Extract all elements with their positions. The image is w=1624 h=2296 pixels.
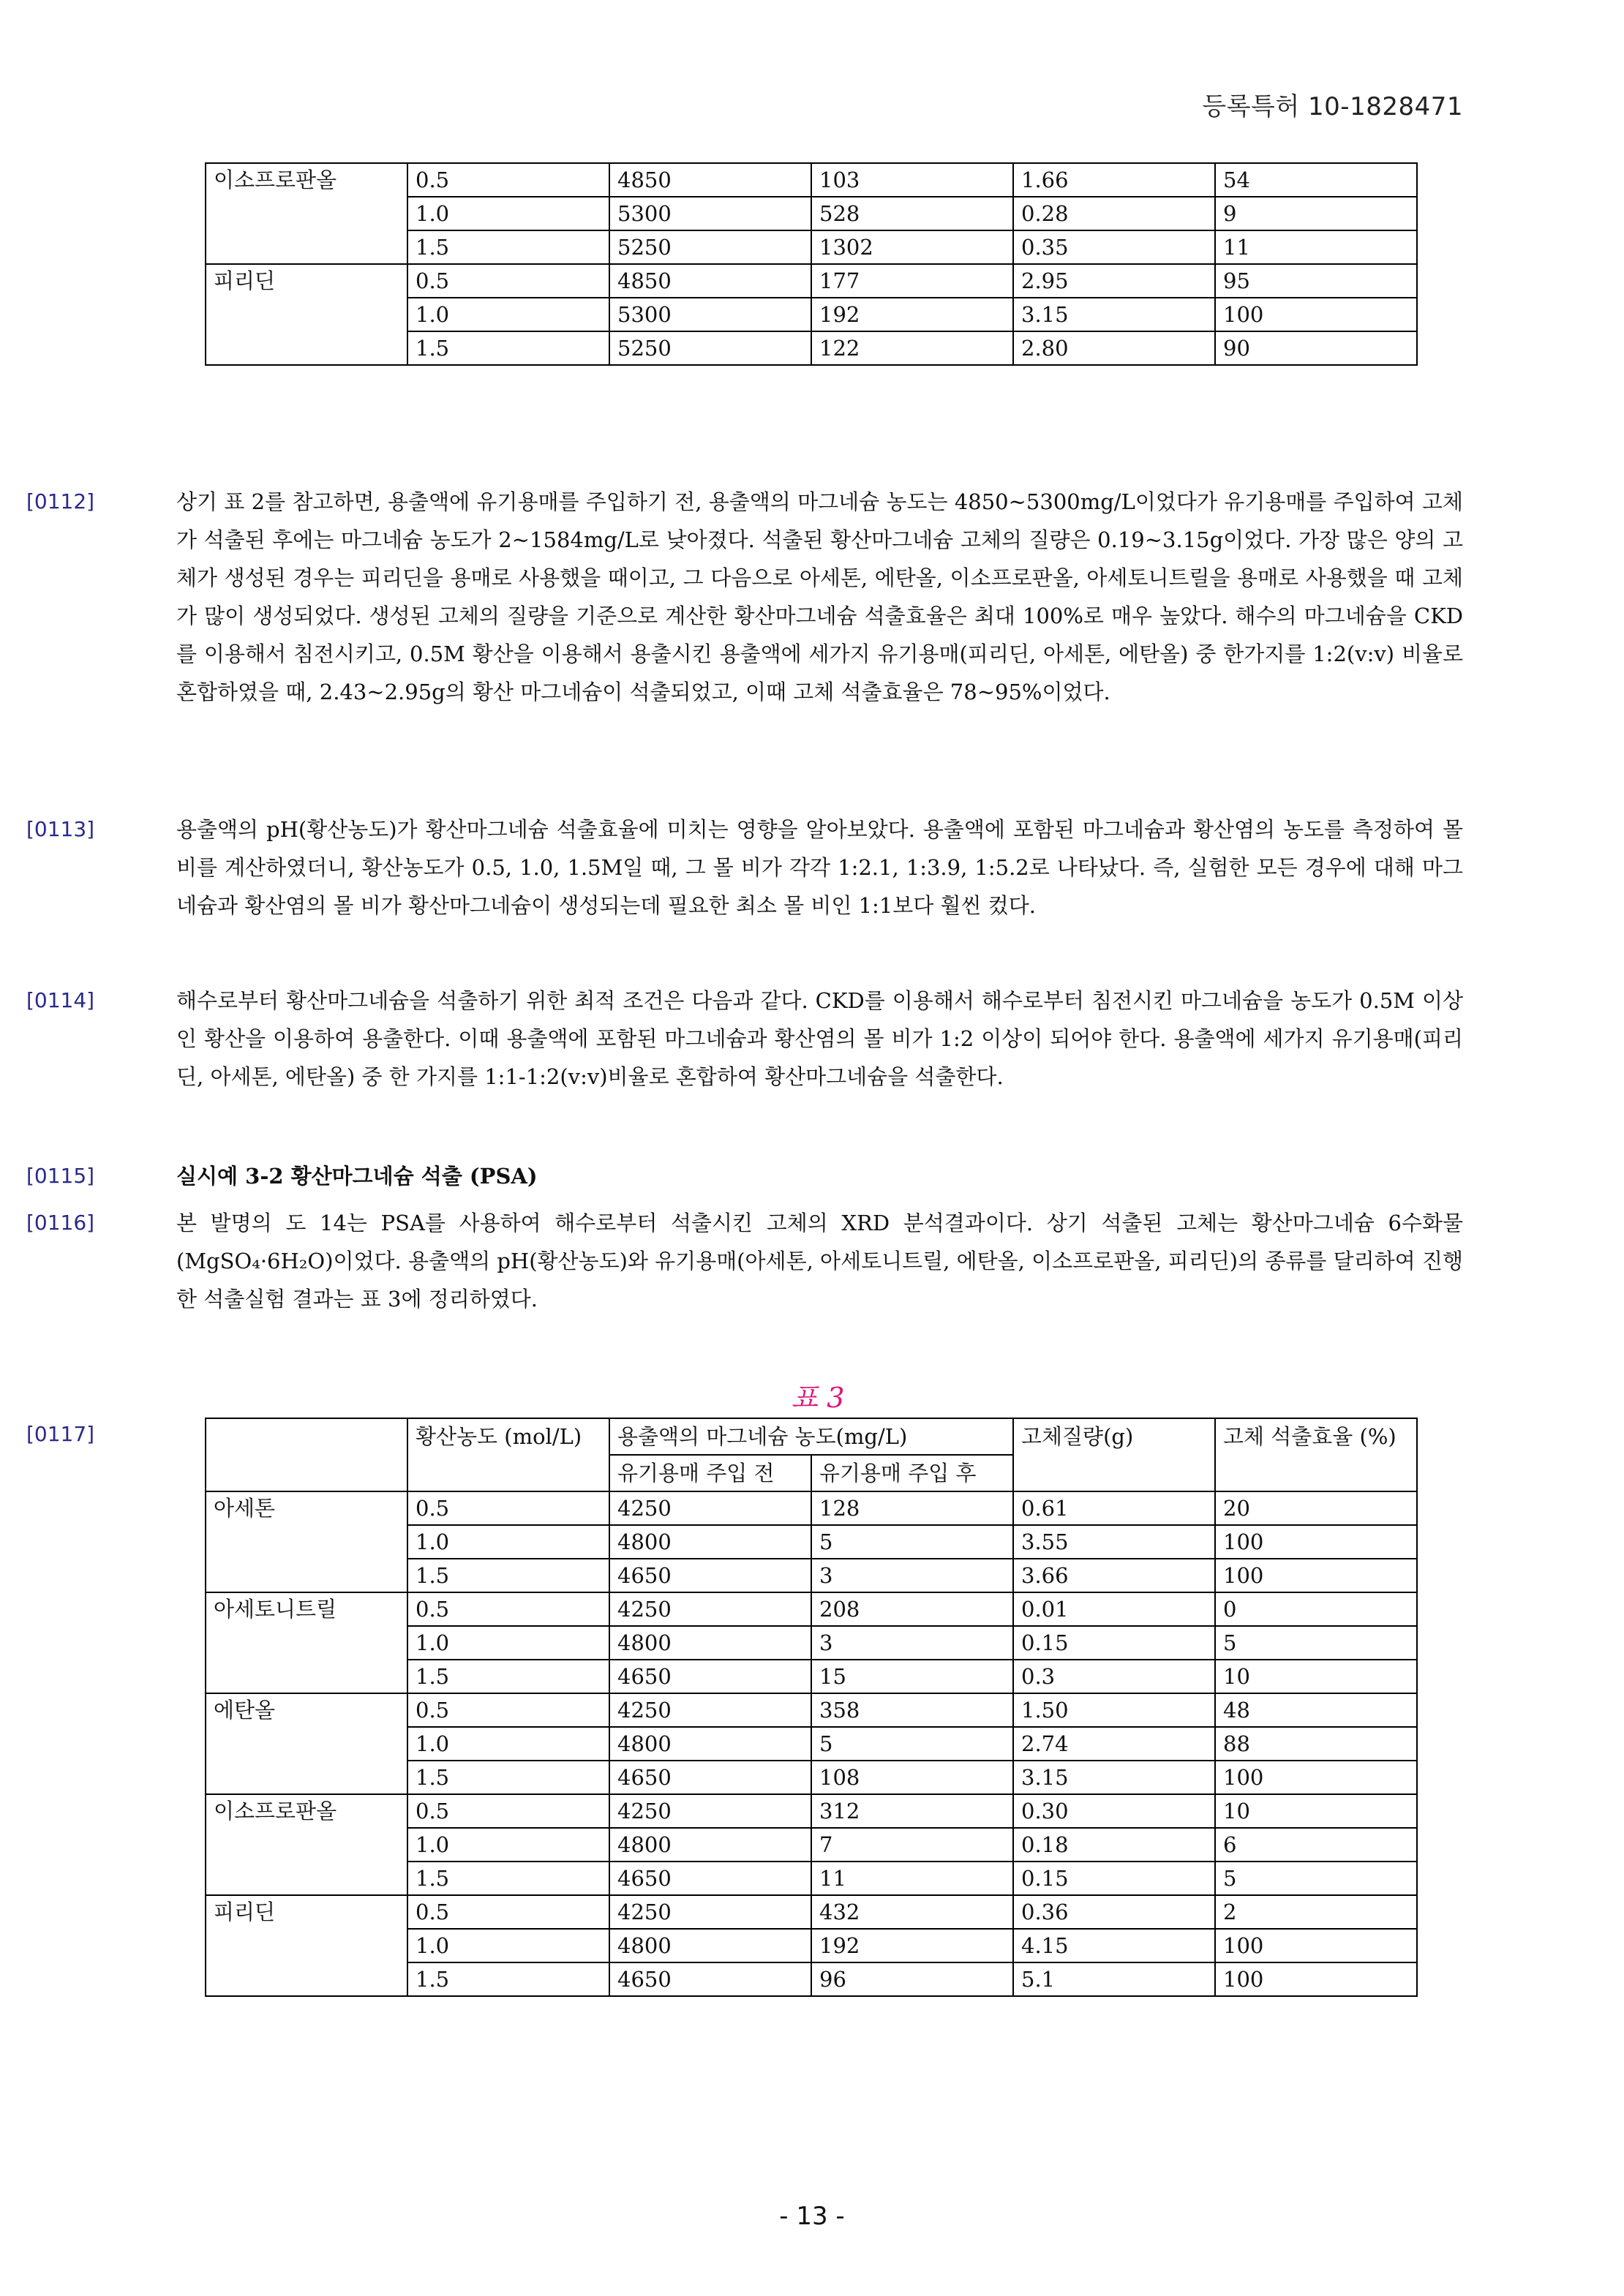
paragraph-text: 본 발명의 도 14는 PSA를 사용하여 해수로부터 석출시킨 고체의 XRD 분석결과이다. 상기 석출된 고체는 황산마그네슘 6수화물(MgSO₄·6H₂O)이었다. 용출액의 pH(황산농도)와 유기용매(아세톤, 아세토니트릴, 에탄올, 이소프로판올, 피리딘)의 종류를 달리하여 진행한 석출실험 결과는 표 3에 정리하였다. <box>176 1211 1463 1311</box>
table-cell: 1.5 <box>407 1962 609 1996</box>
table-cell: 100 <box>1215 1525 1417 1559</box>
table-cell: 15 <box>811 1660 1013 1693</box>
table-cell: 4250 <box>609 1491 811 1525</box>
table-cell: 103 <box>811 163 1013 197</box>
table-cell: 6 <box>1215 1828 1417 1862</box>
table-cell: 0.15 <box>1013 1862 1215 1895</box>
table-cell: 3 <box>811 1559 1013 1592</box>
table-cell: 192 <box>811 298 1013 331</box>
table-cell: 4850 <box>609 163 811 197</box>
table-cell: 0.30 <box>1013 1794 1215 1828</box>
paragraph-number: [0115] <box>26 1164 95 1188</box>
table-cell: 1.66 <box>1013 163 1215 197</box>
header-mg-concentration: 용출액의 마그네슘 농도(mg/L) <box>609 1418 1013 1455</box>
table-cell: 3 <box>811 1626 1013 1660</box>
paragraph-0115 <box>26 1157 1463 1195</box>
table-cell: 100 <box>1215 1929 1417 1962</box>
table-cell: 100 <box>1215 1962 1417 1996</box>
table-cell: 1.5 <box>407 331 609 365</box>
table-cell: 0.36 <box>1013 1895 1215 1929</box>
table-cell: 0.5 <box>407 1491 609 1525</box>
table-cell: 0.01 <box>1013 1592 1215 1626</box>
table-cell: 528 <box>811 197 1013 230</box>
table-cell: 2.74 <box>1013 1727 1215 1761</box>
paragraph-0114 <box>26 982 1463 1096</box>
table-cell: 1.0 <box>407 298 609 331</box>
header-blank <box>206 1418 407 1491</box>
table-cell: 100 <box>1215 1559 1417 1592</box>
table-cell: 4250 <box>609 1693 811 1727</box>
patent-number: 등록특허 10-1828471 <box>1202 92 1463 121</box>
table-cell: 108 <box>811 1761 1013 1794</box>
table-cell: 5.1 <box>1013 1962 1215 1996</box>
table-cell: 0 <box>1215 1592 1417 1626</box>
table-cell: 1.50 <box>1013 1693 1215 1727</box>
table-row <box>206 163 1417 197</box>
table-row <box>206 1895 1417 1929</box>
table-cell: 0.5 <box>407 264 609 298</box>
table-cell: 5 <box>1215 1862 1417 1895</box>
paragraph-text: 용출액의 pH(황산농도)가 황산마그네슘 석출효율에 미치는 영향을 알아보았다. 용출액에 포함된 마그네슘과 황산염의 농도를 측정하여 몰 비를 계산하였더니, 황산농도가 0.5, 1.0, 1.5M일 때, 그 몰 비가 각각 1:2.1, 1:3.9, 1:5.2로 나타났다. 즉, 실험한 모든 경우에 대해 마그네슘과 황산염의 몰 비가 황산마그네슘이 생성되는데 필요한 최소 몰 비인 1:1보다 훨씬 컸다. <box>176 817 1463 918</box>
table-row <box>206 1491 1417 1525</box>
table-cell: 1.5 <box>407 1761 609 1794</box>
table-cell: 2 <box>1215 1895 1417 1929</box>
table-cell: 3.55 <box>1013 1525 1215 1559</box>
table-3-title: 표 3 <box>791 1382 845 1414</box>
table-cell: 1.0 <box>407 1525 609 1559</box>
table-cell: 5250 <box>609 230 811 264</box>
table-3 <box>205 1418 1418 1997</box>
header-acid-concentration: 황산농도 (mol/L) <box>407 1418 609 1491</box>
table-cell: 4250 <box>609 1592 811 1626</box>
paragraph-0112 <box>26 483 1463 711</box>
table-cell: 20 <box>1215 1491 1417 1525</box>
solvent-name: 아세톤 <box>206 1491 407 1592</box>
header-before-injection: 유기용매 주입 전 <box>609 1455 811 1491</box>
table-cell: 1.0 <box>407 1929 609 1962</box>
solvent-name: 아세토니트릴 <box>206 1592 407 1693</box>
table-cell: 4800 <box>609 1525 811 1559</box>
table-cell: 4850 <box>609 264 811 298</box>
table-cell: 4650 <box>609 1660 811 1693</box>
page-number: - 13 - <box>779 2202 845 2231</box>
table-cell: 48 <box>1215 1693 1417 1727</box>
table-cell: 90 <box>1215 331 1417 365</box>
table-cell: 128 <box>811 1491 1013 1525</box>
table-cell: 4800 <box>609 1929 811 1962</box>
table-cell: 432 <box>811 1895 1013 1929</box>
table-cell: 7 <box>811 1828 1013 1862</box>
paragraph-number: [0114] <box>26 988 95 1012</box>
solvent-name: 에탄올 <box>206 1693 407 1794</box>
table-cell: 0.61 <box>1013 1491 1215 1525</box>
table-cell: 5 <box>1215 1626 1417 1660</box>
table-cell: 9 <box>1215 197 1417 230</box>
table-cell: 3.15 <box>1013 1761 1215 1794</box>
table-cell: 3.15 <box>1013 298 1215 331</box>
table-cell: 1.0 <box>407 1828 609 1862</box>
table-row <box>206 1592 1417 1626</box>
table-cell: 177 <box>811 264 1013 298</box>
table-cell: 4250 <box>609 1794 811 1828</box>
table-cell: 192 <box>811 1929 1013 1962</box>
table-cell: 95 <box>1215 264 1417 298</box>
table-cell: 11 <box>1215 230 1417 264</box>
table-cell: 0.18 <box>1013 1828 1215 1862</box>
table-cell: 4250 <box>609 1895 811 1929</box>
table-cell: 2.95 <box>1013 264 1215 298</box>
paragraph-number: [0112] <box>26 489 95 513</box>
table-cell: 11 <box>811 1862 1013 1895</box>
table-cell: 4800 <box>609 1828 811 1862</box>
table-cell: 0.5 <box>407 1693 609 1727</box>
table-cell: 10 <box>1215 1794 1417 1828</box>
paragraph-text: 상기 표 2를 참고하면, 용출액에 유기용매를 주입하기 전, 용출액의 마그네슘 농도는 4850~5300mg/L이었다가 유기용매를 주입하여 고체가 석출된 후에는 마그네슘 농도가 2~1584mg/L로 낮아졌다. 석출된 황산마그네슘 고체의 질량은 0.19~3.15g이었다. 가장 많은 양의 고체가 생성된 경우는 피리딘을 용매로 사용했을 때이고, 그 다음으로 아세톤, 에탄올, 이소프로판올, 아세토니트릴을 용매로 사용했을 때 고체가 많이 생성되었다. 생성된 고체의 질량을 기준으로 계산한 황산마그네슘 석출효율은 최대 100%로 매우 높았다. 해수의 마그네슘을 CKD를 이용해서 침전시키고, 0.5M 황산을 이용해서 용출시킨 용출액에 세가지 유기용매(피리딘, 아세톤, 에탄올) 중 한가지를 1:2(v:v) 비율로 혼합하였을 때, 2.43~2.95g의 황산 마그네슘이 석출되었고, 이때 고체 석출효율은 78~95%이었다. <box>176 489 1463 704</box>
table-cell: 5300 <box>609 197 811 230</box>
table-cell: 0.3 <box>1013 1660 1215 1693</box>
table-cell: 1.0 <box>407 1626 609 1660</box>
table-cell: 0.5 <box>407 1592 609 1626</box>
table-cell: 312 <box>811 1794 1013 1828</box>
solvent-name: 이소프로판올 <box>206 163 407 264</box>
header-after-injection: 유기용매 주입 후 <box>811 1455 1013 1491</box>
table-cell: 0.5 <box>407 163 609 197</box>
table-cell: 2.80 <box>1013 331 1215 365</box>
table-cell: 4650 <box>609 1761 811 1794</box>
table-cell: 100 <box>1215 1761 1417 1794</box>
table-cell: 88 <box>1215 1727 1417 1761</box>
table-cell: 0.5 <box>407 1794 609 1828</box>
table-row <box>206 1794 1417 1828</box>
solvent-name: 이소프로판올 <box>206 1794 407 1895</box>
section-heading: 실시예 3-2 황산마그네슘 석출 (PSA) <box>176 1164 538 1189</box>
paragraph-0116 <box>26 1204 1463 1318</box>
paragraph-0113 <box>26 810 1463 925</box>
table-cell: 0.35 <box>1013 230 1215 264</box>
table-cell: 96 <box>811 1962 1013 1996</box>
table-cell: 0.28 <box>1013 197 1215 230</box>
paragraph-number: [0113] <box>26 817 95 841</box>
table-cell: 100 <box>1215 298 1417 331</box>
paragraph-number: [0116] <box>26 1211 95 1235</box>
solvent-name: 피리딘 <box>206 1895 407 1996</box>
table-cell: 0.5 <box>407 1895 609 1929</box>
table-cell: 54 <box>1215 163 1417 197</box>
header-solid-mass: 고체질량(g) <box>1013 1418 1215 1491</box>
table-cell: 5250 <box>609 331 811 365</box>
table-cell: 1.0 <box>407 197 609 230</box>
table-cell: 358 <box>811 1693 1013 1727</box>
table-cell: 10 <box>1215 1660 1417 1693</box>
table-cell: 4650 <box>609 1862 811 1895</box>
table-cell: 5300 <box>609 298 811 331</box>
table-cell: 5 <box>811 1525 1013 1559</box>
paragraph-number-0117: [0117] <box>26 1422 95 1446</box>
table-row <box>206 1693 1417 1727</box>
paragraph-text: 해수로부터 황산마그네슘을 석출하기 위한 최적 조건은 다음과 같다. CKD를 이용해서 해수로부터 침전시킨 마그네슘을 농도가 0.5M 이상인 황산을 이용하여 용출한다. 이때 용출액에 포함된 마그네슘과 황산염의 몰 비가 1:2 이상이 되어야 한다. 용출액에 세가지 유기용매(피리딘, 아세톤, 에탄올) 중 한 가지를 1:1-1:2(v:v)비율로 혼합하여 황산마그네슘을 석출한다. <box>176 988 1464 1089</box>
table-cell: 0.15 <box>1013 1626 1215 1660</box>
table-cell: 1.5 <box>407 1559 609 1592</box>
header-efficiency: 고체 석출효율 (%) <box>1215 1418 1417 1491</box>
table-cell: 5 <box>811 1727 1013 1761</box>
table-cell: 1302 <box>811 230 1013 264</box>
table-cell: 1.0 <box>407 1727 609 1761</box>
table-cell: 1.5 <box>407 230 609 264</box>
table-cell: 4800 <box>609 1626 811 1660</box>
table-cell: 4650 <box>609 1559 811 1592</box>
table-cell: 4.15 <box>1013 1929 1215 1962</box>
table-cell: 1.5 <box>407 1660 609 1693</box>
table-2-continuation <box>205 162 1418 366</box>
table-cell: 3.66 <box>1013 1559 1215 1592</box>
table-cell: 1.5 <box>407 1862 609 1895</box>
table-row <box>206 264 1417 298</box>
table-cell: 122 <box>811 331 1013 365</box>
table-cell: 208 <box>811 1592 1013 1626</box>
table-cell: 4800 <box>609 1727 811 1761</box>
solvent-name: 피리딘 <box>206 264 407 365</box>
table-cell: 4650 <box>609 1962 811 1996</box>
